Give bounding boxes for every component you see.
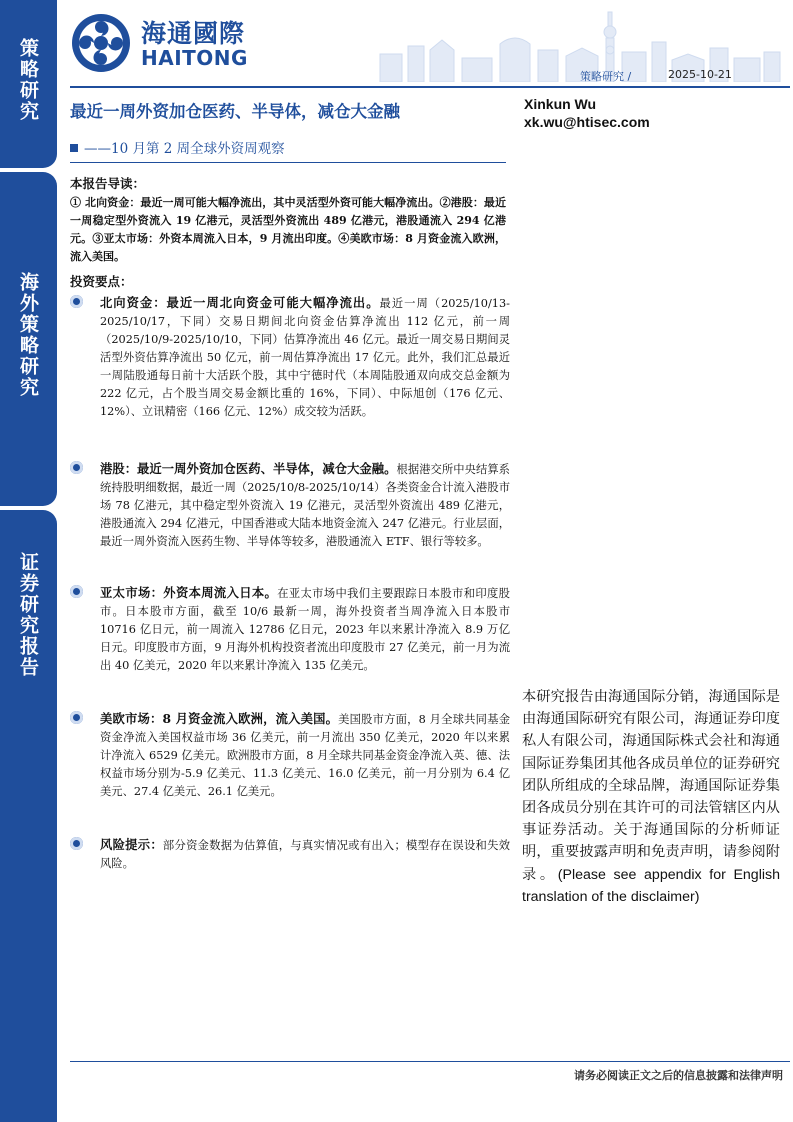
point-body (100, 460, 510, 551)
haitong-emblem-icon (70, 12, 132, 74)
disclaimer-en: (Please see appendix for English translation of the disclaimer) (522, 866, 780, 905)
disclaimer-block (522, 686, 780, 908)
report-subtitle (70, 137, 285, 157)
point-asia-pacific (70, 584, 510, 675)
sidebar-category-strategy: 策略研究 (0, 0, 57, 168)
subtitle-text: ——10 月第 2 周全球外资周观察 (84, 141, 285, 157)
bullet-icon (70, 461, 83, 474)
bullet-icon (70, 295, 83, 308)
sidebar-category-report-type: 证券研究报告 (0, 510, 57, 1122)
report-title: 最近一周外资加仓医药、半导体，减仓大金融 (70, 102, 400, 121)
point-text: 最近一周（2025/10/13-2025/10/17，下同）交易日期间北向资金估算净流出 112 亿元，前一周（2025/10/9-2025/10/10，下同）估算净流出 46 亿元。最近一周交易日期间灵活型外资估算净流出 50 亿元，前一周估算净流出 17 亿元。此外，我们汇总最近一周陆股通每日前十大活跃个股，其中宁德时代（本周陆股通双向成交总金额为 222 亿元，占个股当周交易金额比重的 16%，下同）、中际旭创（176 亿元、12%）、立讯精密（166 亿元、12%）成交较为活跃。 (100, 297, 510, 418)
author-email[interactable]: xk.wu@htisec.com (524, 114, 650, 130)
bullet-icon (70, 711, 83, 724)
header-divider (70, 86, 790, 88)
point-risk (70, 836, 510, 873)
point-body (100, 710, 510, 801)
point-text: 根据港交所中央结算系统持股明细数据，最近一周（2025/10/8-2025/10/14）各类资金合计流入港股市场 78 亿港元，其中稳定型外资流入 19 亿港元，灵活型外资流出 489 亿港元，港股通流入 294 亿港元，中国香港或大陆本地资金流入 247 亿港元。行业层面，最近一周外资流入医药生物、半导体等较多，港股通流入 ETF、银行等较多。 (100, 463, 510, 548)
square-bullet-icon (70, 144, 78, 152)
guide-text: ① 北向资金：最近一周可能大幅净流出，其中灵活型外资可能大幅净流出。②港股：最近一周稳定型外资流入 19 亿港元，灵活型外资流出 489 亿港元，港股通流入 294 亿港元。③亚太市场：外资本周流入日本，9 月流出印度。④美欧市场：8 月资金流入欧洲，流入美国。 (70, 196, 506, 263)
author-name: Xinkun Wu (524, 96, 597, 112)
point-text: 在亚太市场中我们主要跟踪日本股市和印度股市。日本股市方面，截至 10/6 最新一周，海外投资者当周净流入日本股市 10716 亿日元，前一周流入 12786 亿日元，2023 年以来累计净流入 8.9 万亿日元。印度股市方面，9 月海外机构投资者流出印度股市 27 亿美元，前一月为流出 40 亿美元，2020 年以来累计净流入 135 亿美元。 (100, 587, 510, 672)
point-us-europe (70, 710, 510, 801)
logo-english-name: HAITONG (141, 46, 248, 70)
point-lead: 亚太市场：外资本周流入日本。 (100, 585, 278, 600)
guide-heading: 本报告导读： (70, 176, 146, 191)
point-lead: 北向资金：最近一周北向资金可能大幅净流出。 (100, 295, 380, 310)
point-text: 部分资金数据为估算值，与真实情况或有出入；模型存在误设和失效风险。 (100, 839, 510, 870)
point-body (100, 836, 510, 873)
point-lead: 风险提示： (100, 837, 163, 852)
point-body (100, 584, 510, 675)
category-tag: 策略研究 / (580, 70, 632, 83)
footer-divider (70, 1061, 790, 1062)
author-block (524, 95, 650, 131)
bullet-icon (70, 837, 83, 850)
point-body (100, 294, 510, 421)
left-sidebar (0, 0, 57, 1122)
points-heading: 投资要点： (70, 274, 133, 289)
bullet-icon (70, 585, 83, 598)
point-text: 美国股市方面，8 月全球共同基金资金净流入美国权益市场 36 亿美元，前一月流出 350 亿美元，2020 年以来累计净流入 6529 亿美元。欧洲股市方面，8 月全球共同基金资金净流入英、德、法权益市场分别为-5.9 亿美元、11.3 亿美元、16.0 亿美元，前一月分别为 6.4 亿美元、27.4 亿美元、26.1 亿美元。 (100, 713, 510, 798)
logo-chinese-name: 海通國際 (141, 19, 246, 48)
point-hongkong (70, 460, 510, 551)
point-lead: 港股：最近一周外资加仓医药、半导体，减仓大金融。 (100, 461, 397, 476)
haitong-logo (70, 12, 270, 76)
sidebar-category-overseas: 海外策略研究 (0, 172, 57, 506)
point-northbound (70, 294, 510, 421)
point-lead: 美欧市场：8 月资金流入欧洲，流入美国。 (100, 711, 339, 726)
report-date: 2025-10-21 (668, 68, 732, 81)
disclaimer-cn: 本研究报告由海通国际分销，海通国际是由海通国际研究有限公司，海通证券印度私人有限公司，海通国际株式会社和海通国际证券集团其他各成员单位的证券研究团队所组成的全球品牌，海通国际证券集团各成员分别在其许可的司法管辖区内从事证券活动。关于海通国际的分析师证明，重要披露声明和免责声明，请参阅附录。 (522, 689, 780, 883)
subtitle-divider (70, 162, 506, 163)
footer-note: 请务必阅读正文之后的信息披露和法律声明 (574, 1069, 783, 1082)
